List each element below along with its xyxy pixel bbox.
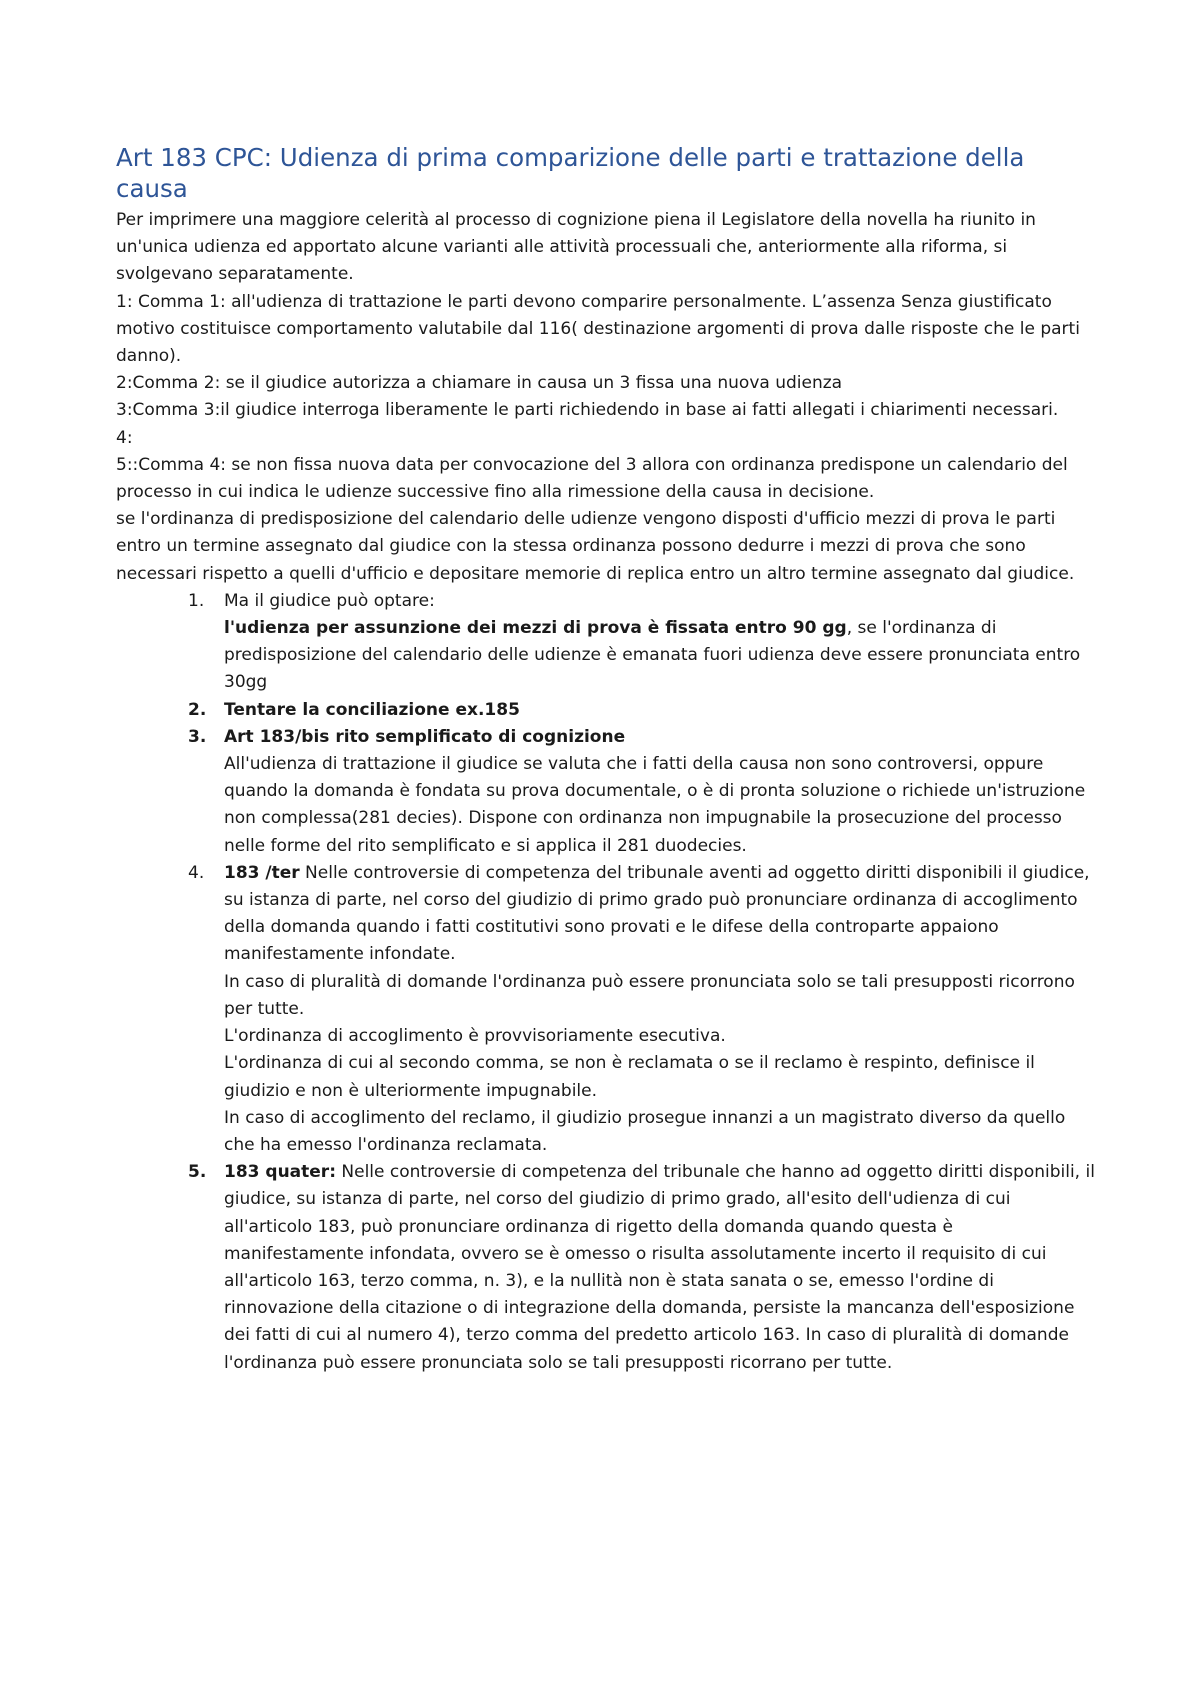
comma-1-paragraph: 1: Comma 1: all'udienza di trattazione le parti devono comparire personalmente. L’assenza Senza giustificato motivo costituisce comportamento valutabile dal 116( destinazione argomenti di prova dalle risposte che le parti danno). xyxy=(116,291,1080,367)
comma-5-paragraph: 5::Comma 4: se non fissa nuova data per convocazione del 3 allora con ordinanza predispone un calendario del processo in cui indica le udienze successive fino alla rimessione della causa in decisione. xyxy=(116,454,1068,503)
list-item-text-3: L'ordinanza di accoglimento è provvisoriamente esecutiva. xyxy=(224,1026,726,1047)
options-list xyxy=(116,588,1096,1377)
intro-paragraph: Per imprimere una maggiore celerità al processo di cognizione piena il Legislatore della novella ha riunito in un'unica udienza ed apportato alcune varianti alle attività processuali che, anteriormente alla riforma, si svolgevano separatamente. xyxy=(116,210,1036,285)
list-item-1 xyxy=(116,588,1096,697)
list-item-text: Nelle controversie di competenza del tribunale aventi ad oggetto diritti disponibili il giudice, su istanza di parte, nel corso del giudizio di primo grado può pronunciare ordinanza di accoglimento della domanda quando i fatti costitutivi sono provati e le difese della controparte appaiono manifestamente infondate. xyxy=(224,862,1090,965)
list-number: 1. xyxy=(188,590,205,611)
list-item-2 xyxy=(116,697,1096,724)
calendar-paragraph: se l'ordinanza di predisposizione del calendario delle udienze vengono disposti d'ufficio mezzi di prova le parti entro un termine assegnato dal giudice con la stessa ordinanza possono dedurre i mezzi di prova che sono necessari rispetto a quelli d'ufficio e depositare memorie di replica entro un altro termine assegnato dal giudice. xyxy=(116,509,1075,584)
list-item-bold-text: 183 /ter xyxy=(224,862,300,883)
list-item-bold-text: l'udienza per assunzione dei mezzi di prova è fissata entro 90 gg xyxy=(224,618,847,639)
list-item-text-2: In caso di pluralità di domande l'ordinanza può essere pronunciata solo se tali presupposti ricorrono per tutte. xyxy=(224,971,1075,1019)
list-item-bold-text: Art 183/bis rito semplificato di cognizione xyxy=(224,726,626,747)
document-title: Art 183 CPC: Udienza di prima comparizione delle parti e trattazione della causa xyxy=(116,143,1025,203)
list-item-text: , se l'ordinanza di predisposizione del calendario delle udienze è emanata fuori udienza deve essere pronunciata entro 30gg xyxy=(224,618,1081,693)
list-item-text-5: In caso di accoglimento del reclamo, il giudizio prosegue innanzi a un magistrato diverso da quello che ha emesso l'ordinanza reclamata. xyxy=(224,1107,1066,1155)
list-number: 3. xyxy=(188,726,207,747)
list-number: 5. xyxy=(188,1162,207,1183)
list-item-bold-text: Tentare la conciliazione ex.185 xyxy=(224,699,520,720)
document-page xyxy=(116,142,1096,1377)
list-item-5 xyxy=(116,1159,1096,1377)
list-number: 4. xyxy=(188,862,205,883)
list-item-text: Nelle controversie di competenza del tribunale che hanno ad oggetto diritti disponibili, il giudice, su istanza di parte, nel corso del giudizio di primo grado, all'esito dell'udienza di cui all'articolo 183, può pronunciare ordinanza di rigetto della domanda quando questa è manifestamente infondata, ovvero se è omesso o risulta assolutamente incerto il requisito di cui all'articolo 163, terzo comma, n. 3), e la nullità non è stata sanata o se, emesso l'ordine di rinnovazione della citazione o di integrazione della domanda, persiste la mancanza dell'esposizione dei fatti di cui al numero 4), terzo comma del predetto articolo 163. In caso di pluralità di domande l'ordinanza può essere pronunciata solo se tali presupposti ricorrano per tutte. xyxy=(224,1162,1095,1373)
list-item-intro: Ma il giudice può optare: xyxy=(224,590,435,611)
list-item-bold-text: 183 quater: xyxy=(224,1162,336,1183)
list-item-3 xyxy=(116,724,1096,860)
list-item-4 xyxy=(116,860,1096,1159)
comma-4-label: 4: xyxy=(116,427,133,448)
list-item-text: All'udienza di trattazione il giudice se valuta che i fatti della causa non sono controversi, oppure quando la domanda è fondata su prova documentale, o è di pronta soluzione o richiede un'istruzione non complessa(281 decies). Dispone con ordinanza non impugnabile la prosecuzione del processo nelle forme del rito semplificato e si applica il 281 duodecies. xyxy=(224,754,1086,856)
comma-2-paragraph: 2:Comma 2: se il giudice autorizza a chiamare in causa un 3 fissa una nuova udienza xyxy=(116,373,843,394)
comma-3-paragraph: 3:Comma 3:il giudice interroga liberamente le parti richiedendo in base ai fatti allegati i chiarimenti necessari. xyxy=(116,400,1059,421)
list-number: 2. xyxy=(188,699,207,720)
list-item-text-4: L'ordinanza di cui al secondo comma, se non è reclamata o se il reclamo è respinto, definisce il giudizio e non è ulteriormente impugnabile. xyxy=(224,1053,1035,1101)
